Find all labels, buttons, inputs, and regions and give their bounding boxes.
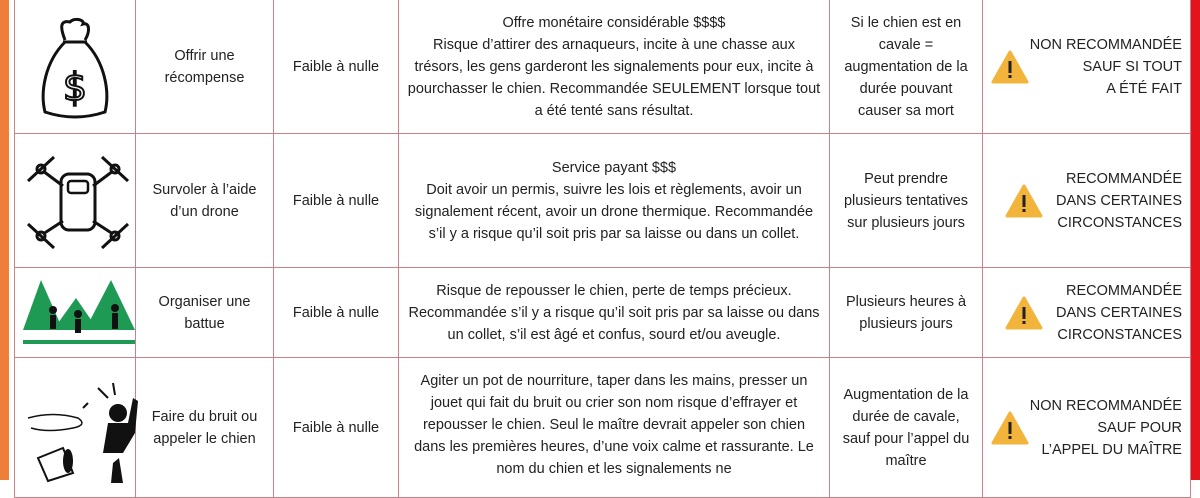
icon-cell	[15, 134, 136, 268]
details-text: Service payant $$$ Doit avoir un permis, suivre les lois et règlements, avoir un signalement récent, avoir un drone thermique. Recommandée s’il y a risque qu’il soit pris par sa laisse ou dans un collet.	[399, 134, 830, 268]
icon-cell	[15, 268, 136, 358]
recommendation-text: NON RECOMMANDÉE SAUF POUR L’APPEL DU MAÎTRE	[1029, 397, 1182, 458]
money-bag-icon	[35, 12, 115, 122]
method-label: Faire du bruit ou appeler le chien	[136, 358, 274, 498]
impact-text: Plusieurs heures à plusieurs jours	[830, 268, 983, 358]
method-label: Organiser une battue	[136, 268, 274, 358]
details-text: Offre monétaire considérable $$$$ Risque d’attirer des arnaqueurs, incite à une chasse aux trésors, les gens garderont les signalements pour eux, incite à pourchasser le chien. Recommandée SEULEMENT lorsque tout a été tenté sans résultat.	[399, 0, 830, 134]
search-party-icon	[23, 278, 138, 348]
icon-cell	[15, 358, 136, 498]
warning-icon	[1005, 184, 1043, 218]
recommendation-text: RECOMMANDÉE DANS CERTAINES CIRCONSTANCES	[1056, 170, 1182, 231]
table-row	[15, 358, 1191, 498]
warning-icon	[991, 411, 1029, 445]
icon-cell	[15, 0, 136, 134]
warning-icon	[1005, 296, 1043, 330]
details-text: Agiter un pot de nourriture, taper dans les mains, presser un jouet qui fait du bruit ou crier son nom risque d’effrayer et repousser le chien. Seul le maître devrait appeler son chien dans les premières heures, d’une voix calme et rassurante. Le nom du chien et les signalements ne	[399, 358, 830, 498]
recommendation-text: NON RECOMMANDÉE SAUF SI TOUT A ÉTÉ FAIT	[1029, 36, 1182, 97]
drone-icon	[23, 146, 133, 256]
warning-icon	[991, 50, 1029, 84]
lost-dog-methods-table	[14, 0, 1191, 498]
right-accent-bar	[1190, 0, 1200, 480]
table-row	[15, 134, 1191, 268]
efficacy-value: Faible à nulle	[274, 134, 399, 268]
impact-text: Peut prendre plusieurs tentatives sur plusieurs jours	[830, 134, 983, 268]
method-label: Survoler à l’aide d’un drone	[136, 134, 274, 268]
method-label: Offrir une récompense	[136, 0, 274, 134]
table-row	[15, 0, 1191, 134]
left-accent-bar	[0, 0, 9, 480]
svg-text:$: $	[62, 64, 88, 109]
impact-text: Si le chien est en cavale = augmentation de la durée pouvant causer sa mort	[830, 0, 983, 134]
recommendation-text: RECOMMANDÉE DANS CERTAINES CIRCONSTANCES	[1056, 282, 1182, 343]
table-row	[15, 268, 1191, 358]
details-text: Risque de repousser le chien, perte de temps précieux. Recommandée s’il y a risque qu’il soit pris par sa laisse ou dans un collet, s’il est âgé et confus, sourd et/ou aveugle.	[399, 268, 830, 358]
noise-icon	[23, 373, 138, 483]
impact-text: Augmentation de la durée de cavale, sauf pour l’appel du maître	[830, 358, 983, 498]
efficacy-value: Faible à nulle	[274, 268, 399, 358]
efficacy-value: Faible à nulle	[274, 0, 399, 134]
efficacy-value: Faible à nulle	[274, 358, 399, 498]
